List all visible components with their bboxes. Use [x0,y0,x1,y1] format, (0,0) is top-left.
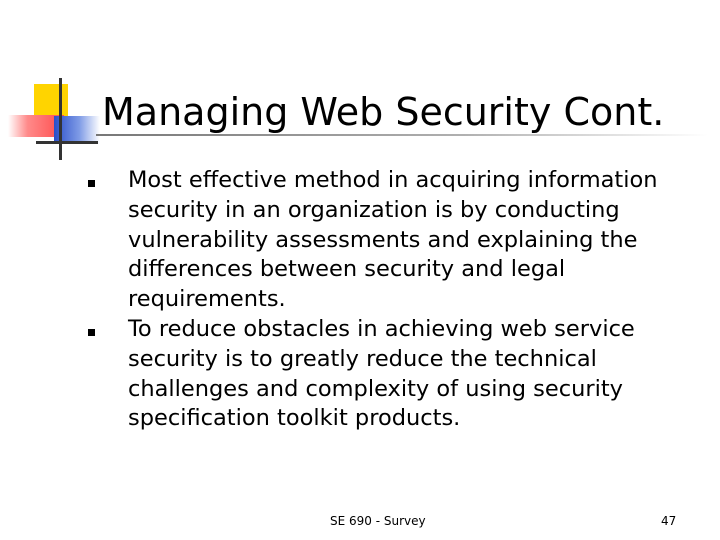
square-bullet-icon [88,180,95,187]
bullet-item [84,315,694,434]
footer-course-label: SE 690 - Survey [330,514,426,528]
slide-title: Managing Web Security Cont. [102,90,665,134]
slide-body [84,166,694,434]
logo-vertical-line [59,78,62,160]
bullet-text: Most effective method in acquiring information security in an organization is by conducting vulnerability assessments and explaining the differences between security and legal requirements. [128,167,658,313]
footer-page-number: 47 [661,514,677,528]
title-underline-divider [96,134,708,136]
slide-logo-decoration [0,0,110,170]
bullet-item [84,166,694,315]
logo-yellow-square [34,84,68,118]
bullet-text: To reduce obstacles in achieving web service security is to greatly reduce the technical challenges and complexity of using security specification toolkit products. [128,315,635,432]
logo-horizontal-line [36,141,98,144]
square-bullet-icon [88,329,95,336]
